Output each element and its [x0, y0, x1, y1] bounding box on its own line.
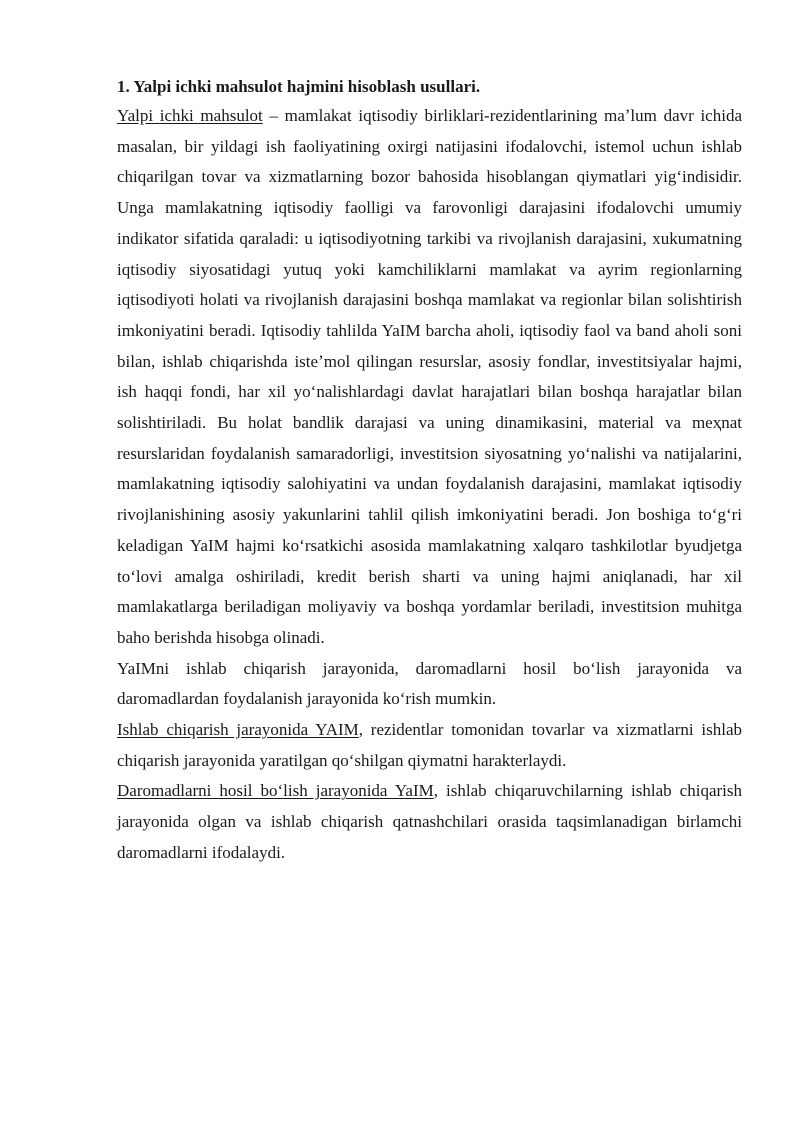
- term-gdp: Yalpi ichki mahsulot: [117, 106, 263, 125]
- paragraph-text: – mamlakat iqtisodiy birliklari-rezidentlarining maʼlum davr ichida masalan, bir yildagi ish faoliyatining oxirgi natijasini ifodalovchi, istemol uchun ishlab chiqarilgan tovar va xizmatlarning bozor bahosida hisoblangan qiymatlari yigʻindisidir. Unga mamlakatning iqtisodiy faolligi va farovonligi darajasini ifodalovchi umumiy indikator sifatida qaraladi: u iqtisodiyotning tarkibi va rivojlanish darajasini, xukumatning iqtisodiy siyosatidagi yutuq yoki kamchiliklarni mamlakat va ayrim regionlarning iqtisodiyoti holati va rivojlanish darajasini boshqa mamlakat va regionlar bilan solishtirish imkoniyatini beradi. Iqtisodiy tahlilda YaIM barcha aholi, iqtisodiy faol va band aholi soni bilan, ishlab chiqarishda isteʼmol qilingan resurslar, asosiy fondlar, investitsiyalar hajmi, ish haqqi fondi, har xil yoʻnalishlardagi davlat harajatlari bilan boshqa harajatlar bilan solishtiriladi. Bu holat bandlik darajasi va uning dinamikasini, material va meҳnat resurslaridan foydalanish samaradorligi, investitsion siyosatning yoʻnalishi va natijalarini, mamlakatning iqtisodiy salohiyatini va undan foydalanish darajasini, mamlakat iqtisodiy rivojlanishining asosiy yakunlarini tahlil qilish imkoniyatini beradi. Jon boshiga toʻgʻri keladigan YaIM hajmi koʻrsatkichi asosida mamlakatning xalqaro tashkilotlar byudjetga toʻlovi amalga oshiriladi, kredit berish sharti va uning hajmi aniqlanadi, har xil mamlakatlarga beriladigan moliyaviy va boshqa yordamlar beriladi, investitsion muhitga baho berishda hisobga olinadi.: [117, 106, 742, 647]
- paragraph-production-gdp: [117, 715, 742, 776]
- term-production-gdp: Ishlab chiqarish jarayonida YAIM: [117, 720, 359, 740]
- term-income-gdp: Daromadlarni hosil boʻlish jarayonida YaIM: [117, 781, 434, 801]
- paragraph-gdp-views: [117, 654, 742, 715]
- paragraph-text: , rezidentlar tomonidan tovarlar va xizmatlarni ishlab chiqarish jarayonida yaratilgan qoʻshilgan qiymatni harakterlaydi.: [117, 720, 742, 770]
- paragraph-income-gdp: [117, 776, 742, 868]
- paragraph-gdp-definition: [117, 101, 742, 654]
- document-page: [117, 72, 742, 869]
- section-heading: 1. Yalpi ichki mahsulot hajmini hisoblash usullari.: [117, 77, 481, 96]
- paragraph-text: YaIMni ishlab chiqarish jarayonida, daromadlarni hosil boʻlish jarayonida va daromadlardan foydalanish jarayonida koʻrish mumkin.: [117, 658, 742, 709]
- paragraph-text: , ishlab chiqaruvchilarning ishlab chiqarish jarayonida olgan va ishlab chiqarish qatnashchilari orasida taqsimlanadigan birlamchi daromadlarni ifodalaydi.: [117, 781, 742, 862]
